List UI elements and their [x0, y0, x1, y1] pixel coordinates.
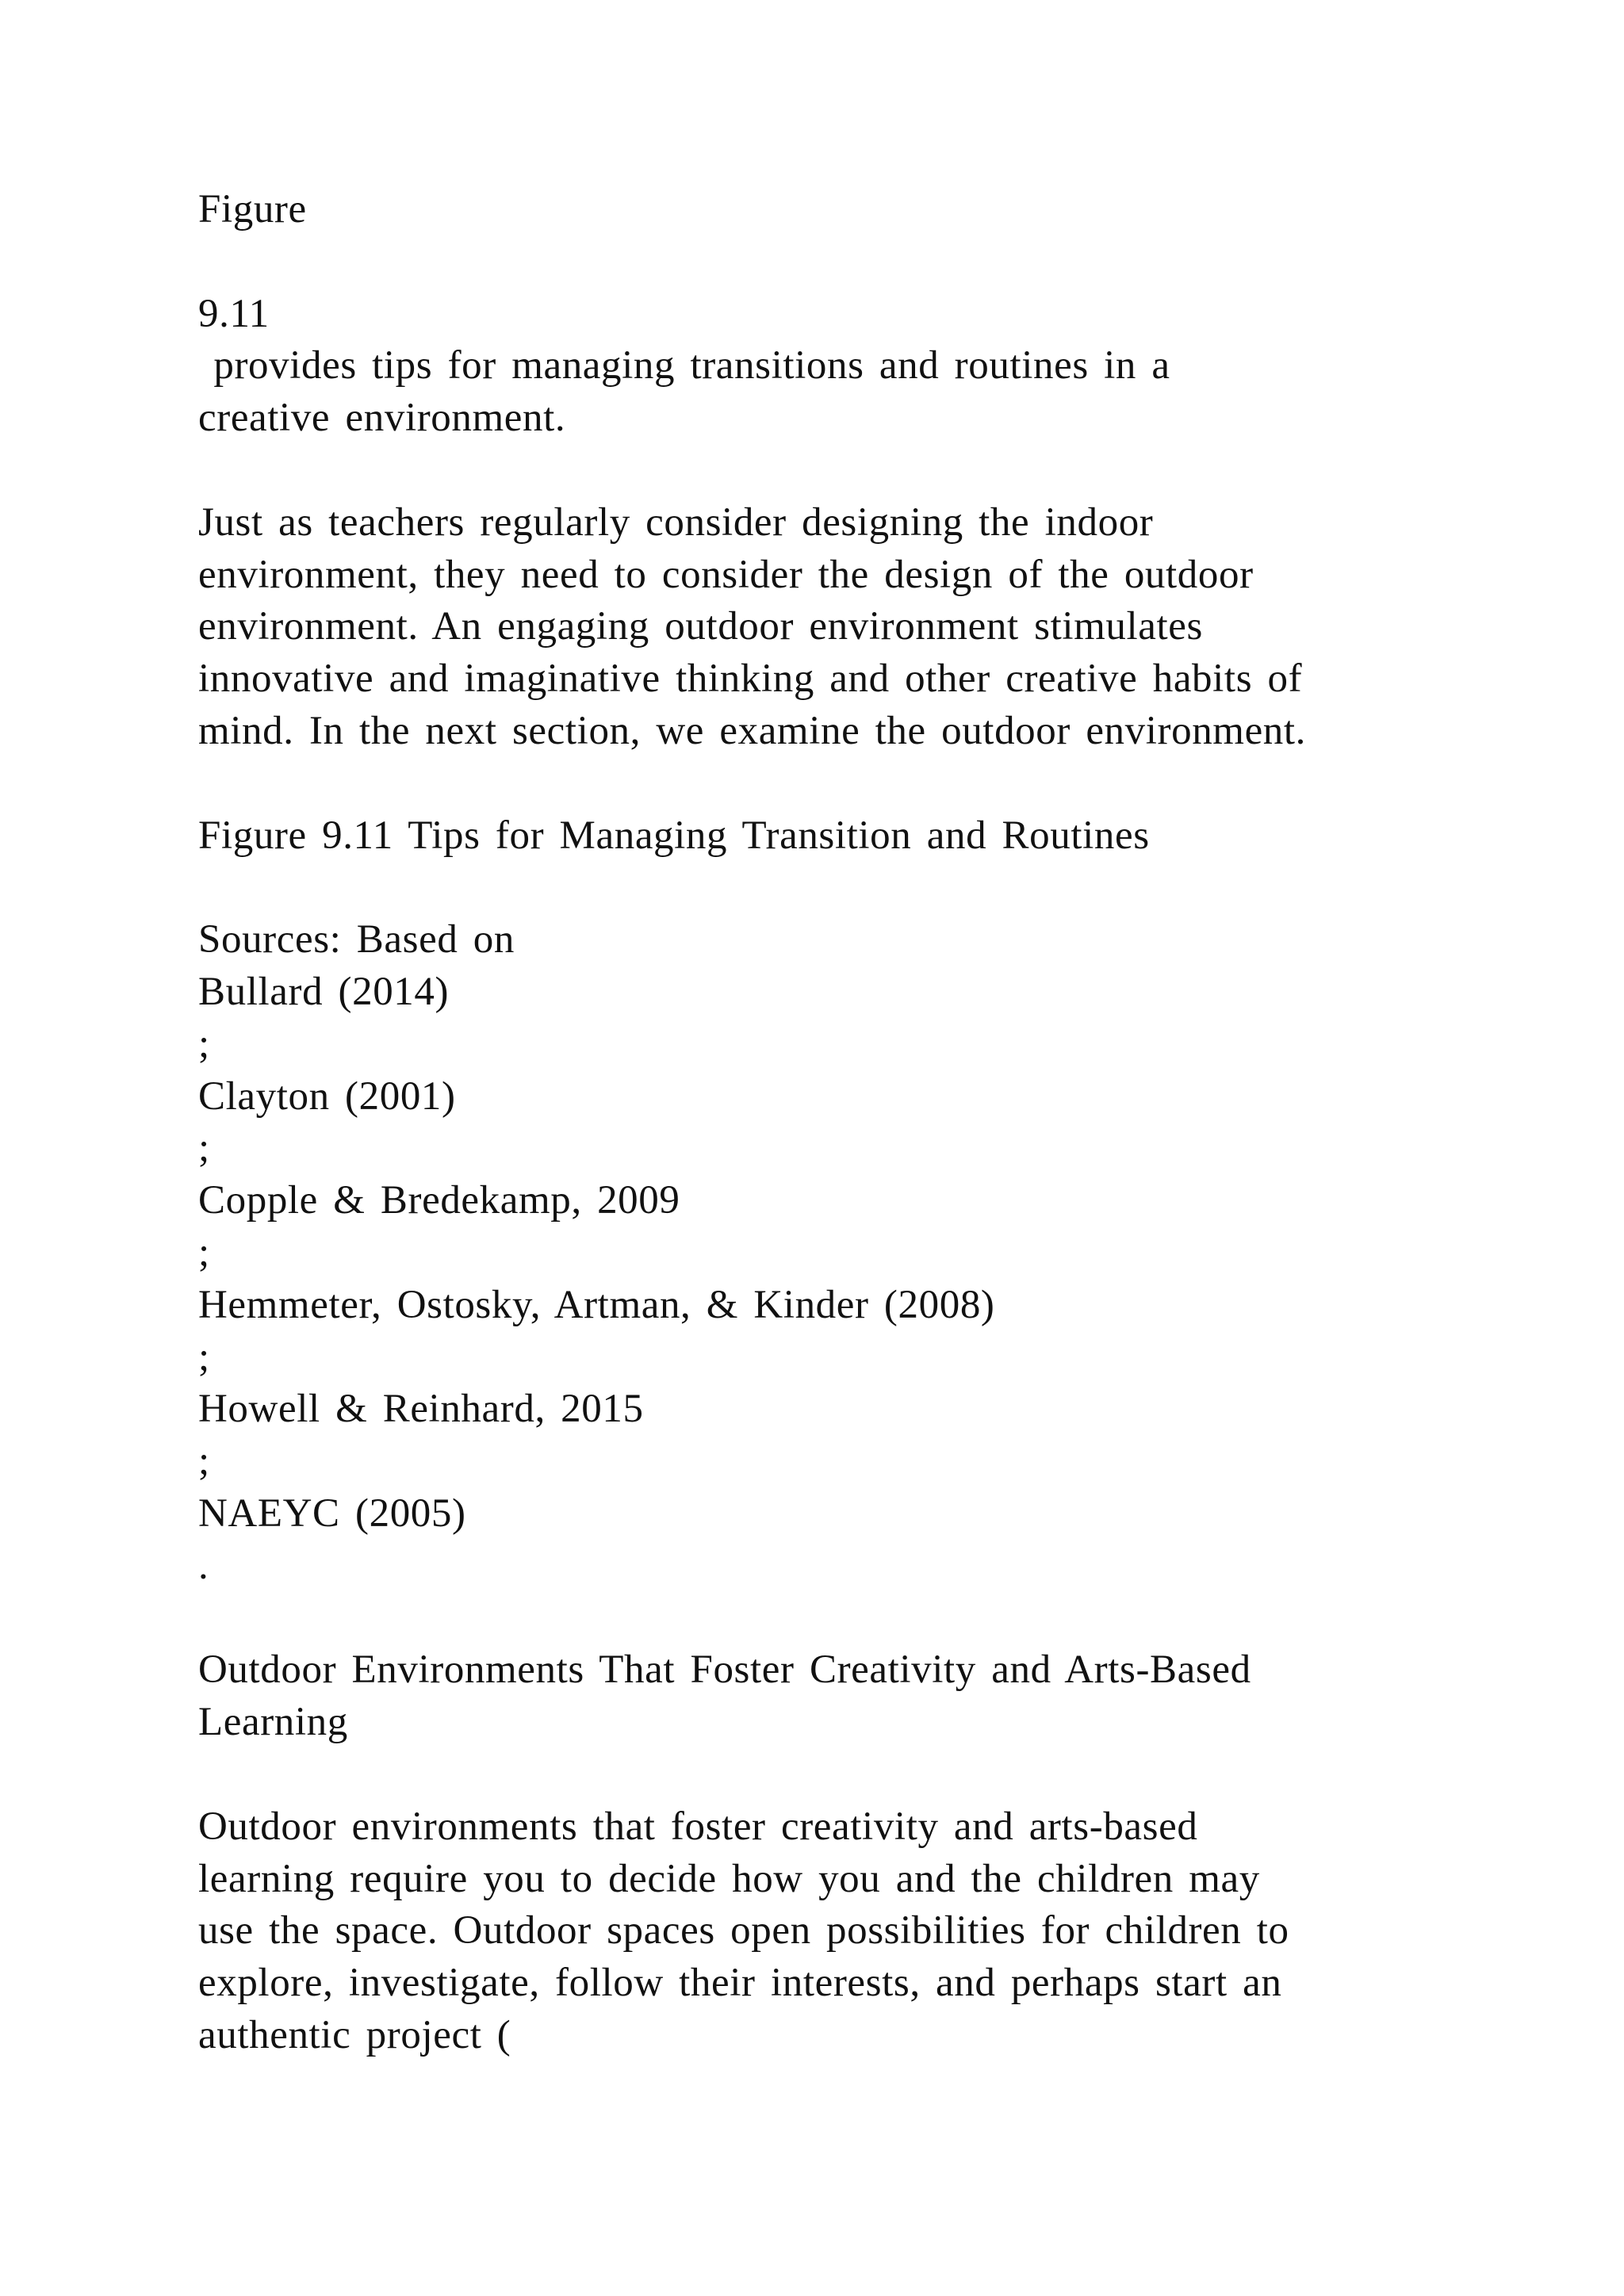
- separator: ;: [198, 1021, 210, 1066]
- text-line: Figure: [198, 187, 307, 232]
- text-line: learning require you to decide how you and the children may: [198, 1856, 1260, 1901]
- figure-link[interactable]: 9.11: [198, 291, 270, 336]
- body-paragraph: [198, 497, 1467, 758]
- text-line: creative environment.: [198, 396, 566, 441]
- blank-line: [198, 1749, 1467, 1801]
- citation-link[interactable]: Hemmeter, Ostosky, Artman, & Kinder (2008): [198, 1282, 995, 1327]
- citation-link[interactable]: Clayton (2001): [198, 1073, 456, 1119]
- separator: ;: [198, 1439, 210, 1484]
- citation-link[interactable]: Copple & Bredekamp, 2009: [198, 1178, 680, 1223]
- text-line: provides tips for managing transitions and routines in a: [198, 343, 1170, 388]
- document-page: [198, 184, 1467, 2062]
- blank-line: [198, 758, 1467, 810]
- separator: ;: [198, 1230, 210, 1275]
- text-line: Outdoor environments that foster creativity and arts-based: [198, 1804, 1198, 1849]
- blank-line: [198, 862, 1467, 914]
- text-line: authentic project (: [198, 2012, 511, 2057]
- heading-line: Outdoor Environments That Foster Creativity and Arts-Based: [198, 1647, 1251, 1693]
- body-paragraph: [198, 1801, 1467, 2062]
- text-line: explore, investigate, follow their interests, and perhaps start an: [198, 1961, 1282, 2006]
- intro-paragraph: [198, 184, 1467, 445]
- terminator: .: [198, 1543, 209, 1588]
- citation-link[interactable]: Howell & Reinhard, 2015: [198, 1387, 644, 1432]
- blank-line: [198, 445, 1467, 497]
- text-line: Just as teachers regularly consider designing the indoor: [198, 499, 1154, 545]
- text-line: mind. In the next section, we examine the outdoor environment.: [198, 708, 1307, 753]
- separator: ;: [198, 1334, 210, 1380]
- text-line: environment. An engaging outdoor environment stimulates: [198, 604, 1203, 649]
- citation-link[interactable]: NAEYC (2005): [198, 1490, 466, 1536]
- figure-caption: Figure 9.11 Tips for Managing Transition and Routines: [198, 813, 1150, 858]
- separator: ;: [198, 1126, 210, 1171]
- text-line: innovative and imaginative thinking and other creative habits of: [198, 656, 1303, 702]
- blank-line: [198, 236, 1467, 289]
- text-line: use the space. Outdoor spaces open possibilities for children to: [198, 1908, 1289, 1954]
- sources-list: [198, 914, 1467, 1592]
- blank-line: [198, 1593, 1467, 1645]
- sources-label: Sources: Based on: [198, 917, 515, 962]
- heading-line: Learning: [198, 1700, 348, 1745]
- text-line: environment, they need to consider the design of the outdoor: [198, 552, 1254, 597]
- citation-link[interactable]: Bullard (2014): [198, 969, 450, 1014]
- section-heading: [198, 1644, 1467, 1749]
